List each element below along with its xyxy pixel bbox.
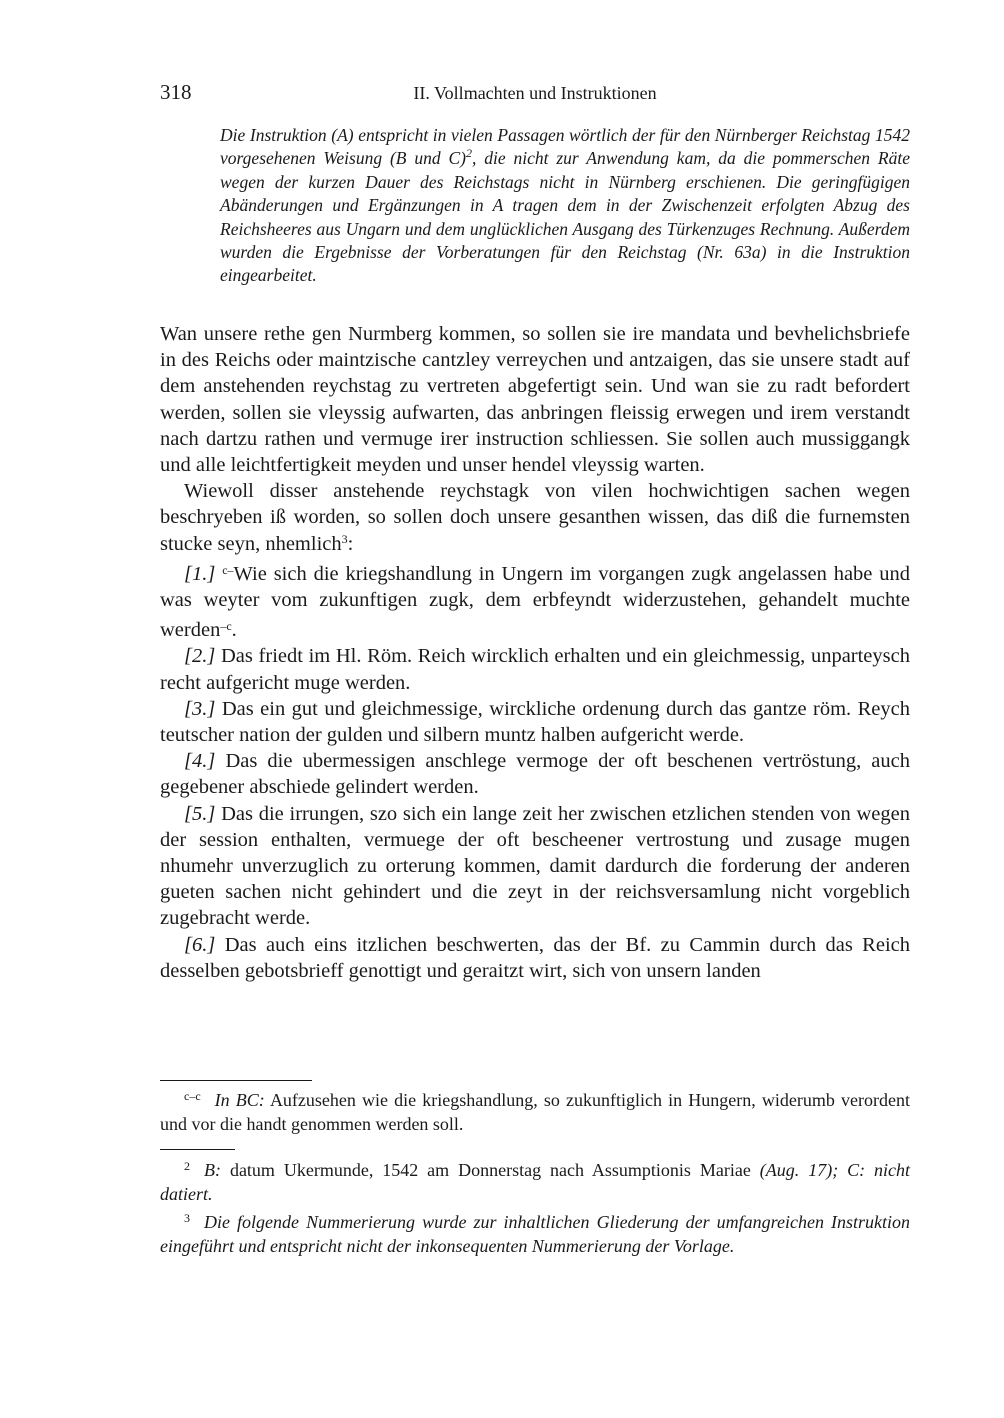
footnote-label: B:: [204, 1160, 221, 1180]
footnote-divider-notes: [160, 1149, 235, 1150]
page-number: 318: [160, 80, 192, 104]
variant-note-mark: c–c: [184, 1089, 201, 1103]
item-text: Das die irrungen, szo sich ein lange zeit her zwischen etzlichen stenden von wegen der session enthalten, vermuege der oft bescheener vertrostung und zusage mugen nhumehr unverzuglich zu orterung kommen, damit dardurch die forderung der anderen gueten sachen nicht gehindert und die zeyt in der reichsversamlung nicht vorgeblich zugebracht werde.: [160, 802, 910, 930]
document-body: [160, 321, 910, 984]
item-text: Das ein gut und gleichmessige, wirckliche ordenung durch das gantze röm. Reych teutscher nation der gulden und silbern muntz halben aufgericht werde.: [160, 697, 910, 747]
item-6: [160, 932, 910, 984]
footnote-2: [160, 1154, 910, 1206]
item-1: [160, 557, 910, 644]
variant-mark-close: –c: [220, 619, 232, 634]
variant-note-label: In BC:: [214, 1090, 265, 1110]
item-5: [160, 801, 910, 932]
item-number: [1.]: [184, 562, 216, 585]
paragraph-2-end: :: [347, 532, 354, 555]
footnote-ref-2: 2: [466, 146, 472, 161]
item-3: [160, 696, 910, 748]
variant-note-c: [160, 1084, 910, 1136]
intro-text-a: Die Instruktion (A) entspricht in vielen Passagen wörtlich der für den Nürnberger Reichstag 1542 vorgesehenen Weisung (B und C): [220, 125, 910, 169]
item-number: [6.]: [184, 933, 216, 956]
page-header: [160, 80, 910, 108]
item-2: [160, 643, 910, 695]
item-end: .: [231, 619, 237, 642]
numbered-footnotes: [160, 1154, 910, 1258]
item-text: Das auch eins itzlichen beschwerten, das der Bf. zu Cammin durch das Reich desselben gebotsbrieff genottigt und geraitzt wirt, sich von unsern landen: [160, 933, 910, 982]
intro-text-b: , die nicht zur Anwendung kam, da die pommerschen Räte wegen der kurzen Dauer des Reichstags nicht in Nürnberg erschienen. Die geringfügigen Abänderungen und Ergänzungen in A tragen dem in der Zwischenzeit erfolgten Abzug des Reichsheeres aus Ungarn und dem unglücklichen Ausgang des Türkenzuges Rechnung. Außerdem wurden die Ergebnisse der Vorberatungen für den Reichstag (Nr. 63a) in die Instruktion eingearbeitet.: [220, 148, 910, 286]
item-number: [2.]: [184, 645, 216, 668]
item-text: Das die ubermessigen anschlege vermoge der oft beschenen vertröstung, auch gegebener abschiede gelindert werden.: [160, 750, 911, 799]
footnote-text: Die folgende Nummerierung wurde zur inhaltlichen Gliederung der umfangreichen Instruktion eingeführt und entspricht nicht der inkonsequenten Nummerierung der Vorlage.: [160, 1212, 910, 1256]
footnote-text: datum Ukermunde, 1542 am Donnerstag nach Assumptionis Mariae: [229, 1160, 751, 1180]
item-number: [5.]: [184, 802, 216, 825]
editorial-introduction: [220, 124, 910, 288]
paragraph-2-text: Wiewoll disser anstehende reychstagk von vilen hochwichtigen sachen wegen beschryeben iß worden, so sollen doch unsere gesanthen wissen, das diß die furnemsten stucke seyn, nhemlich: [160, 480, 910, 555]
item-text: Wie sich die kriegshandlung in Ungern im vorgangen zugk angelassen habe und was weyter vom zukunftigen zugk, dem erbfeyndt widerzustehen, gehandelt muchte werden: [160, 562, 910, 642]
variant-mark-open: c–: [222, 562, 234, 577]
footnote-italic: (Aug. 17); C: nicht datiert.: [160, 1160, 911, 1204]
item-number: [3.]: [184, 697, 216, 720]
footnote-mark: 2: [184, 1159, 190, 1173]
paragraph-2: [160, 478, 910, 557]
footnote-ref-3: 3: [341, 531, 348, 546]
item-4: [160, 748, 910, 800]
paragraph-1: Wan unsere rethe gen Nurmberg kommen, so sollen sie ire mandata und bevhelichsbriefe in des Reichs oder maintzische cantzley verreychen und antzaigen, das sie unsere stadt auf dem anstehenden reychstag zu vertreten abgefertigt sein. Und wan sie zu radt befordert werden, sollen sie vleyssig aufwarten, das anbringen fleissig erwegen und irem verstandt nach dartzu rathen und vermuge irer instruction schliessen. Sie sollen auch mussiggangk und alle leichtfertigkeit meyden und unser hendel vleyssig warten.: [160, 323, 910, 477]
footnote-divider-variants: [160, 1080, 312, 1081]
running-title: II. Vollmachten und Instruktionen: [413, 83, 657, 103]
variant-note-text: Aufzusehen wie die kriegshandlung, so zukunftiglich in Hungern, widerumb verordent und vor die handt genommen werden soll.: [160, 1090, 910, 1134]
item-text: Das friedt im Hl. Röm. Reich wircklich erhalten und ein gleichmessig, unparteysch recht aufgericht muge werden.: [160, 645, 910, 694]
footnote-mark: 3: [184, 1211, 190, 1225]
variant-footnotes: [160, 1084, 910, 1136]
footnote-3: [160, 1206, 910, 1258]
item-number: [4.]: [184, 750, 216, 773]
